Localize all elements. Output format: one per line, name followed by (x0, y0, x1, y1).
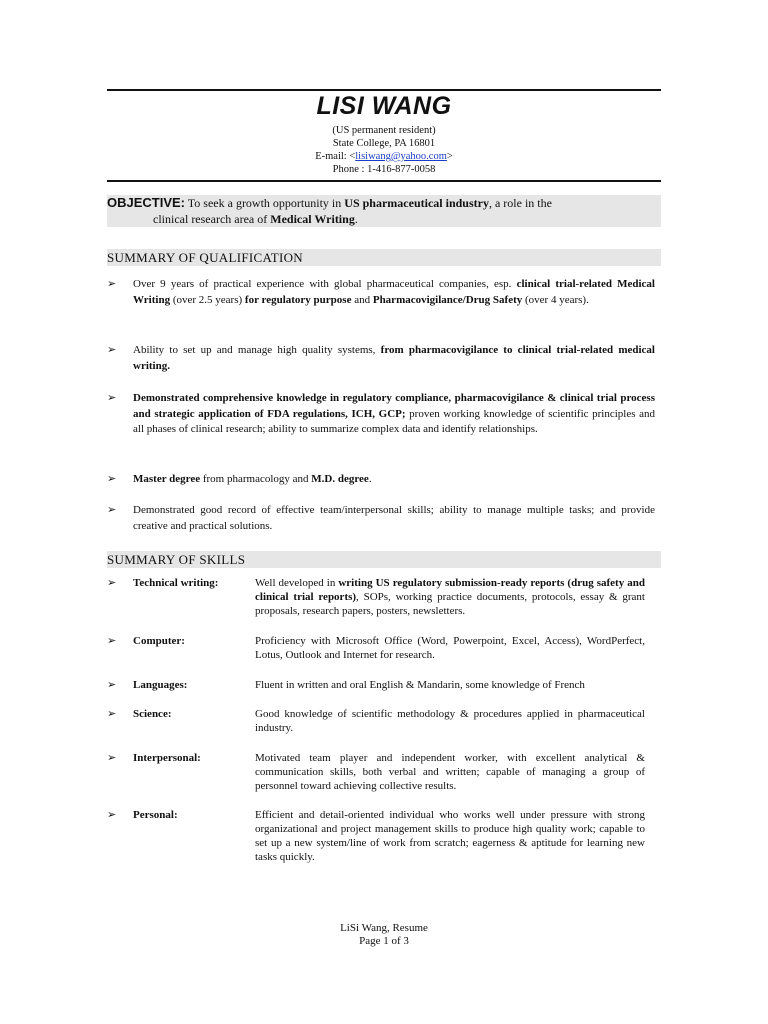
objective-text: . (354, 212, 358, 226)
email-line (0, 150, 768, 163)
skill-description: Good knowledge of scientific methodology & procedures applied in pharmaceutical industry. (255, 708, 645, 734)
email-prefix: E-mail: < (315, 151, 356, 162)
objective-text: To seek a growth opportunity in (185, 196, 345, 210)
skill-description: Efficient and detail-oriented individual who works well under pressure with strong organizational and project management skills to produce high quality work; capable to set up a new system/line of work from scratch; eagerness & aptitude for learning new tasks quickly. (255, 809, 645, 863)
skill-highlight: writing US regulatory submission-ready reports (drug safety and clinical trial reports) (255, 577, 645, 603)
bullet-arrow-icon: ➢ (107, 752, 117, 764)
bullet-arrow-icon: ➢ (107, 577, 117, 589)
header-bottom-rule (107, 180, 661, 182)
bullet-arrow-icon: ➢ (107, 278, 117, 290)
footer-title: LiSi Wang, Resume (340, 922, 428, 934)
skill-text: , SOPs, working practice documents, protocols, essay & grant proposals, research papers, posters, newsletters. (255, 591, 645, 617)
qualification-highlight: clinical trial-related Medical Writing (133, 278, 655, 306)
qualification-text: (over 4 years). (522, 293, 589, 306)
qualification-highlight: for regulatory purpose (244, 293, 352, 306)
email-link[interactable]: lisiwang@yahoo.com (355, 151, 447, 162)
section-qualification-title: SUMMARY OF QUALIFICATION (107, 249, 661, 266)
skill-text: Well developed in (255, 577, 339, 589)
skill-label: Technical writing: (133, 577, 219, 589)
qualification-text: Over 9 years of practical experience with global pharmaceutical companies, esp. (133, 278, 517, 290)
phone: Phone : 1-416-877-0058 (332, 164, 436, 175)
bullet-arrow-icon: ➢ (107, 679, 117, 691)
objective-industry: US pharmaceutical industry (344, 196, 489, 210)
bullet-arrow-icon: ➢ (107, 344, 117, 356)
objective-line-2 (153, 211, 358, 227)
bullet-arrow-icon: ➢ (107, 504, 117, 516)
qualification-highlight: Pharmacovigilance/Drug Safety (372, 293, 523, 306)
objective-text: clinical research area of (153, 212, 271, 226)
qualification-text: Demonstrated good record of effective team/interpersonal skills; ability to manage multiple tasks; and provide creative and practical solutions. (133, 504, 655, 532)
skill-label: Languages: (133, 679, 188, 691)
objective-text: , a role in the (488, 196, 552, 210)
skill-description: Motivated team player and independent worker, with excellent analytical & communication skills, both verbal and written; capable of managing a group of personnel toward achieving collective results. (255, 752, 645, 792)
skill-description (255, 576, 645, 618)
section-skills-title: SUMMARY OF SKILLS (107, 551, 661, 568)
top-rule (107, 89, 661, 91)
qualification-highlight: M.D. degree (311, 473, 369, 485)
qualification-text: . (368, 473, 372, 485)
bullet-arrow-icon: ➢ (107, 708, 117, 720)
qualification-text: Ability to set up and manage high quality systems, (133, 344, 381, 356)
skill-description: Proficiency with Microsoft Office (Word, Powerpoint, Excel, Access), WordPerfect, Lotus, Outlook and Internet for research. (255, 635, 645, 661)
qualification-text: from pharmacology and (200, 473, 312, 485)
skill-label: Science: (133, 708, 172, 720)
qualification-text: (over 2.5 years) (170, 293, 245, 306)
residency-status: (US permanent resident) (332, 125, 436, 136)
qualification-highlight: Master degree (133, 473, 201, 485)
qualification-text: proven working knowledge of scientific principles and all phases of clinical research; ability to summarize complex data and identify relationships. (133, 407, 656, 435)
qualification-highlight: Demonstrated comprehensive knowledge in regulatory compliance, pharmacovigilance & clinical trial process and strategic application of FDA regulations, ICH, GCP; (133, 392, 655, 420)
bullet-arrow-icon: ➢ (107, 473, 117, 485)
location: State College, PA 16801 (332, 138, 436, 149)
bullet-arrow-icon: ➢ (107, 809, 117, 821)
page-footer (0, 922, 768, 948)
qualification-text: and (351, 293, 373, 306)
qualification-highlight: from pharmacovigilance to clinical trial-related medical writing. (133, 344, 655, 372)
objective-box (107, 195, 661, 227)
bullet-arrow-icon: ➢ (107, 392, 117, 404)
email-suffix: > (446, 151, 453, 162)
bullet-arrow-icon: ➢ (107, 635, 117, 647)
skill-label: Interpersonal: (133, 752, 201, 764)
objective-line-1 (107, 195, 552, 211)
candidate-name: LISI WANG (316, 92, 452, 120)
footer-page-number: Page 1 of 3 (359, 935, 409, 947)
skill-label: Personal: (133, 809, 178, 821)
skill-label: Computer: (133, 635, 185, 647)
objective-label: OBJECTIVE: (107, 195, 186, 210)
skill-description: Fluent in written and oral English & Mandarin, some knowledge of French (255, 679, 585, 691)
objective-role: Medical Writing (270, 212, 355, 226)
